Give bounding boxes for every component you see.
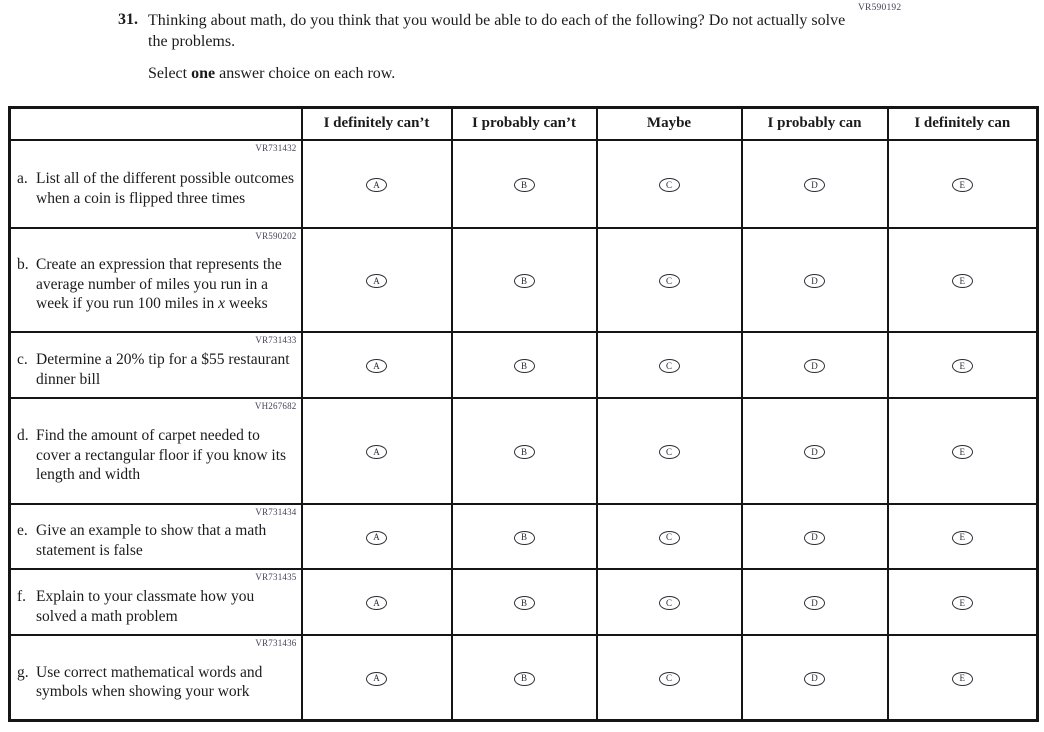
answer-bubble-b[interactable]: B: [514, 359, 535, 373]
answer-cell: [302, 228, 452, 332]
table-row: [10, 398, 1038, 504]
item-code: VR731433: [255, 334, 297, 345]
answer-bubble-c[interactable]: C: [659, 672, 680, 686]
table-row: [10, 332, 1038, 398]
item-cell: [10, 504, 302, 569]
page-accession-code: VR590192: [858, 3, 902, 13]
answer-bubble-e[interactable]: E: [952, 531, 973, 545]
item-text: [36, 521, 299, 560]
column-header: I probably can: [742, 108, 888, 140]
instruction-post: answer choice on each row.: [215, 64, 396, 82]
item-text-pre: Explain to your classmate how you solved a math problem: [36, 587, 255, 625]
item-text-pre: Find the amount of carpet needed to cover a rectangular floor if you know its length and width: [36, 426, 287, 484]
answer-bubble-e[interactable]: E: [952, 359, 973, 373]
answer-bubble-b[interactable]: B: [514, 274, 535, 288]
answer-bubble-c[interactable]: C: [659, 596, 680, 610]
table-row: [10, 635, 1038, 721]
answer-cell: [452, 398, 597, 504]
item-code: VR731432: [255, 142, 297, 153]
answer-bubble-c[interactable]: C: [659, 274, 680, 288]
item-letter: a.: [17, 169, 28, 187]
answer-cell: [597, 398, 742, 504]
answer-bubble-d[interactable]: D: [804, 596, 825, 610]
answer-cell: [597, 140, 742, 228]
answer-cell: [888, 332, 1038, 398]
item-text: [36, 169, 299, 208]
item-text-pre: Create an expression that represents the average number of miles you run in a week if you run 100 miles in: [36, 255, 282, 313]
answer-bubble-e[interactable]: E: [952, 178, 973, 192]
answer-bubble-a[interactable]: A: [366, 445, 387, 459]
answer-bubble-e[interactable]: E: [952, 672, 973, 686]
answer-cell: [742, 635, 888, 721]
table-header-row: [10, 108, 1038, 140]
answer-bubble-b[interactable]: B: [514, 445, 535, 459]
item-letter: g.: [17, 663, 29, 681]
answer-cell: [302, 569, 452, 635]
item-code: VR731435: [255, 571, 297, 582]
question-text: [148, 11, 848, 84]
item-cell: [10, 228, 302, 332]
column-header: I probably can’t: [452, 108, 597, 140]
answer-grid: [8, 106, 1039, 722]
answer-cell: [597, 504, 742, 569]
instruction-pre: Select: [148, 64, 192, 82]
answer-bubble-d[interactable]: D: [804, 178, 825, 192]
answer-cell: [452, 140, 597, 228]
item-text: [36, 350, 299, 389]
answer-bubble-b[interactable]: B: [514, 672, 535, 686]
column-header: I definitely can: [888, 108, 1038, 140]
answer-cell: [452, 569, 597, 635]
item-text: [36, 587, 299, 626]
item-letter: b.: [17, 255, 29, 273]
answer-bubble-d[interactable]: D: [804, 531, 825, 545]
answer-cell: [888, 228, 1038, 332]
answer-bubble-d[interactable]: D: [804, 274, 825, 288]
answer-cell: [888, 504, 1038, 569]
table-body: [10, 140, 1038, 721]
question-block: [118, 11, 848, 84]
answer-cell: [302, 504, 452, 569]
item-letter: f.: [17, 587, 27, 605]
answer-bubble-b[interactable]: B: [514, 596, 535, 610]
answer-bubble-a[interactable]: A: [366, 672, 387, 686]
item-text-italic: x: [218, 295, 225, 313]
answer-cell: [597, 332, 742, 398]
answer-cell: [742, 504, 888, 569]
item-text: [36, 426, 299, 485]
answer-bubble-c[interactable]: C: [659, 178, 680, 192]
item-text-post: weeks: [225, 295, 268, 313]
answer-bubble-a[interactable]: A: [366, 596, 387, 610]
item-cell: [10, 140, 302, 228]
answer-cell: [597, 228, 742, 332]
answer-bubble-d[interactable]: D: [804, 445, 825, 459]
answer-cell: [452, 635, 597, 721]
answer-bubble-e[interactable]: E: [952, 596, 973, 610]
answer-cell: [302, 332, 452, 398]
item-letter: e.: [17, 522, 28, 540]
item-text-pre: List all of the different possible outcomes when a coin is flipped three times: [36, 169, 294, 207]
answer-bubble-e[interactable]: E: [952, 445, 973, 459]
item-text: [36, 255, 299, 314]
item-code: VR731434: [255, 506, 297, 517]
answer-bubble-d[interactable]: D: [804, 672, 825, 686]
question-instruction: [148, 64, 848, 85]
answer-bubble-e[interactable]: E: [952, 274, 973, 288]
answer-bubble-b[interactable]: B: [514, 531, 535, 545]
answer-cell: [742, 332, 888, 398]
column-header: I definitely can’t: [302, 108, 452, 140]
answer-cell: [302, 140, 452, 228]
table-row: [10, 504, 1038, 569]
table-row: [10, 140, 1038, 228]
item-cell: [10, 398, 302, 504]
answer-cell: [452, 332, 597, 398]
answer-bubble-a[interactable]: A: [366, 531, 387, 545]
item-code: VH267682: [254, 400, 297, 411]
item-cell: [10, 569, 302, 635]
answer-bubble-b[interactable]: B: [514, 178, 535, 192]
item-text-pre: Determine a 20% tip for a $55 restaurant dinner bill: [36, 350, 290, 388]
item-letter: d.: [17, 426, 29, 444]
table-row: [10, 569, 1038, 635]
answer-cell: [888, 140, 1038, 228]
answer-cell: [742, 398, 888, 504]
item-cell: [10, 635, 302, 721]
table-row: [10, 228, 1038, 332]
answer-cell: [452, 228, 597, 332]
question-stem: Thinking about math, do you think that you would be able to do each of the following? Do not actually solve the problems.: [148, 12, 846, 50]
answer-cell: [742, 140, 888, 228]
answer-cell: [742, 228, 888, 332]
answer-cell: [888, 635, 1038, 721]
answer-bubble-a[interactable]: A: [366, 359, 387, 373]
question-number: 31.: [118, 11, 138, 28]
answer-bubble-d[interactable]: D: [804, 359, 825, 373]
item-code: VR590202: [255, 230, 297, 241]
item-text-pre: Give an example to show that a math statement is false: [36, 522, 267, 559]
item-letter: c.: [17, 350, 28, 368]
answer-bubble-c[interactable]: C: [659, 445, 680, 459]
answer-cell: [597, 569, 742, 635]
item-text: [36, 663, 299, 702]
answer-cell: [302, 398, 452, 504]
answer-bubble-a[interactable]: A: [366, 274, 387, 288]
answer-cell: [888, 398, 1038, 504]
answer-cell: [452, 504, 597, 569]
answer-bubble-c[interactable]: C: [659, 531, 680, 545]
answer-cell: [888, 569, 1038, 635]
column-header: Maybe: [597, 108, 742, 140]
answer-cell: [597, 635, 742, 721]
answer-bubble-a[interactable]: A: [366, 178, 387, 192]
item-column-header-empty: [10, 108, 302, 140]
answer-cell: [302, 635, 452, 721]
answer-cell: [742, 569, 888, 635]
item-code: VR731436: [255, 637, 297, 648]
instruction-emphasis: one: [191, 64, 216, 82]
item-cell: [10, 332, 302, 398]
item-text-pre: Use correct mathematical words and symbols when showing your work: [36, 663, 263, 701]
answer-bubble-c[interactable]: C: [659, 359, 680, 373]
